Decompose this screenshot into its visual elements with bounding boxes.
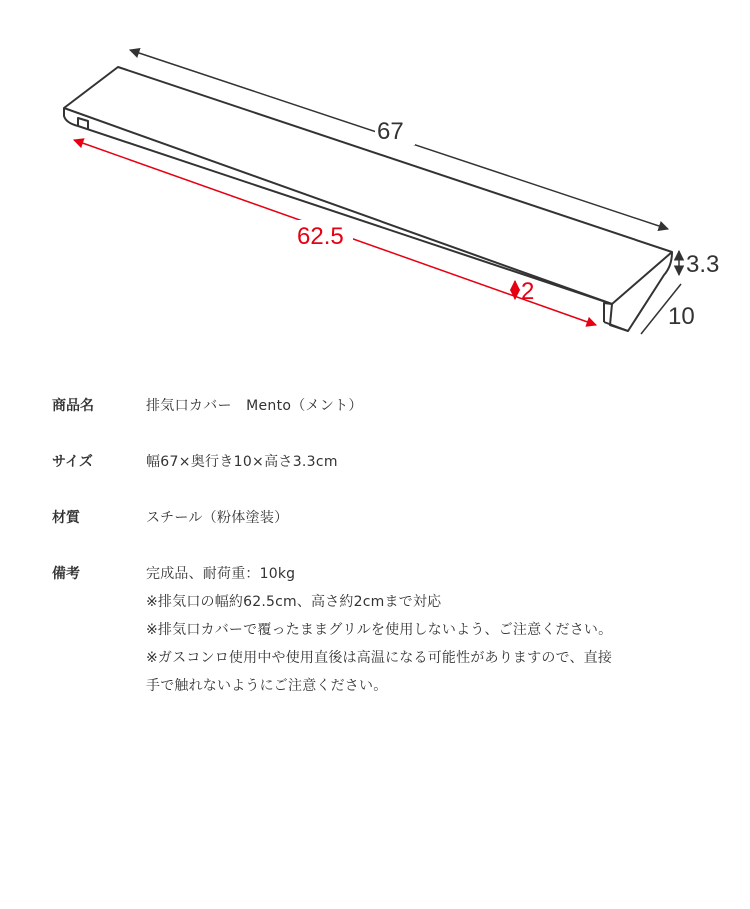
spec-value-material: スチール（粉体塗装） — [146, 510, 289, 526]
spec-note-line: ※排気口カバーで覆ったままグリルを使用しないよう、ご注意ください。 — [146, 622, 613, 638]
spec-label-product-name: 商品名 — [52, 398, 94, 414]
spec-note-line: 手で触れないようにご注意ください。 — [146, 678, 388, 694]
spec-value-size: 幅67×奥行き10×高さ3.3cm — [146, 454, 338, 470]
width-label: 67 — [377, 118, 404, 145]
spec-label-size: サイズ — [52, 454, 93, 470]
spec-label-material: 材質 — [52, 510, 80, 526]
depth-label: 10 — [668, 303, 695, 330]
spec-note-line: ※ガスコンロ使用中や使用直後は高温になる可能性がありますので、直接 — [146, 650, 613, 666]
clearance-label: 2 — [521, 278, 535, 305]
height-label: 3.3 — [686, 251, 720, 278]
spec-note-line: 完成品、耐荷重：10kg — [146, 566, 296, 582]
spec-label-remarks: 備考 — [52, 566, 80, 582]
inner-width-label: 62.5 — [297, 223, 344, 250]
spec-value-product-name: 排気口カバー Mento（メント） — [146, 398, 363, 414]
spec-note-line: ※排気口の幅約62.5cm、高さ約2cmまで対応 — [146, 594, 442, 610]
